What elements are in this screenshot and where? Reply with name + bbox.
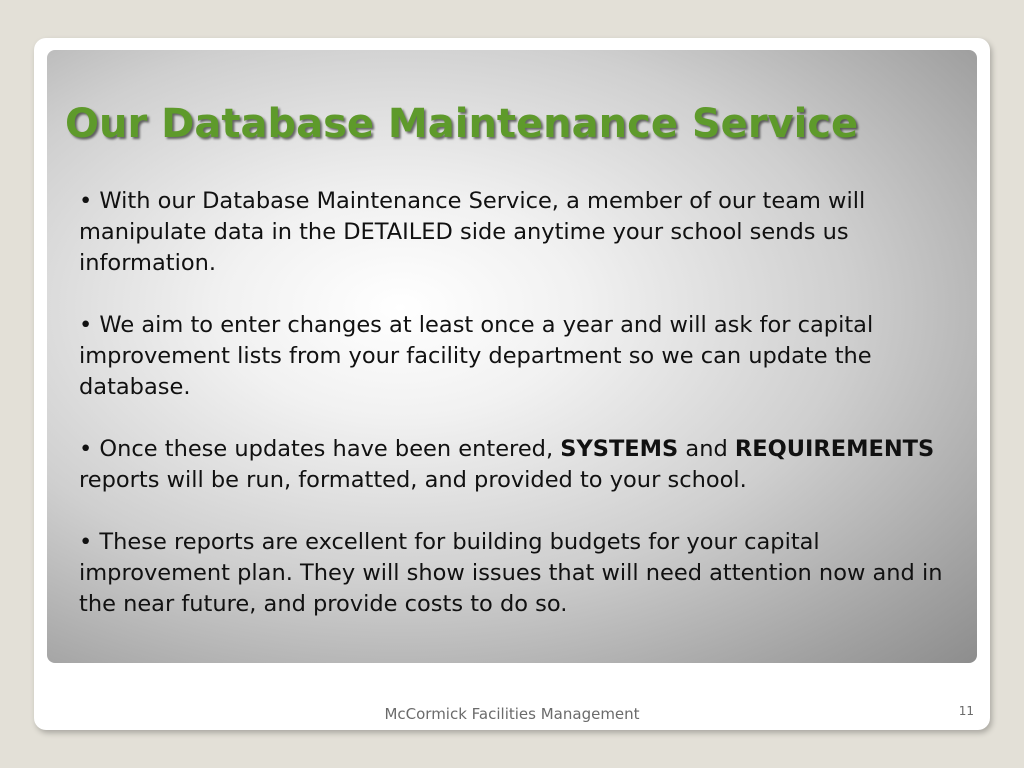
bullet-3-text-c: reports will be run, formatted, and provided to your school. xyxy=(79,467,747,493)
bullet-3 xyxy=(79,434,951,496)
systems-keyword: SYSTEMS xyxy=(560,436,679,462)
requirements-keyword: REQUIREMENTS xyxy=(734,436,935,462)
bullet-3-text-a: • Once these updates have been entered, xyxy=(79,436,561,462)
page-number: 11 xyxy=(958,704,974,718)
bullet-2: • We aim to enter changes at least once a year and will ask for capital improvement lists from your facility department so we can update the database. xyxy=(79,312,874,400)
content-panel xyxy=(47,50,977,663)
bullet-3-text-b: and xyxy=(678,436,735,462)
slide-body xyxy=(79,186,951,651)
slide-frame xyxy=(34,38,990,730)
slide-footer: McCormick Facilities Management xyxy=(384,705,640,723)
slide-title: Our Database Maintenance Service xyxy=(65,101,859,147)
bullet-1: • With our Database Maintenance Service, a member of our team will manipulate data in the DETAILED side anytime your school sends us information. xyxy=(79,188,866,276)
bullet-4: • These reports are excellent for building budgets for your capital improvement plan. They will show issues that will need attention now and in the near future, and provide costs to do so. xyxy=(79,529,943,617)
